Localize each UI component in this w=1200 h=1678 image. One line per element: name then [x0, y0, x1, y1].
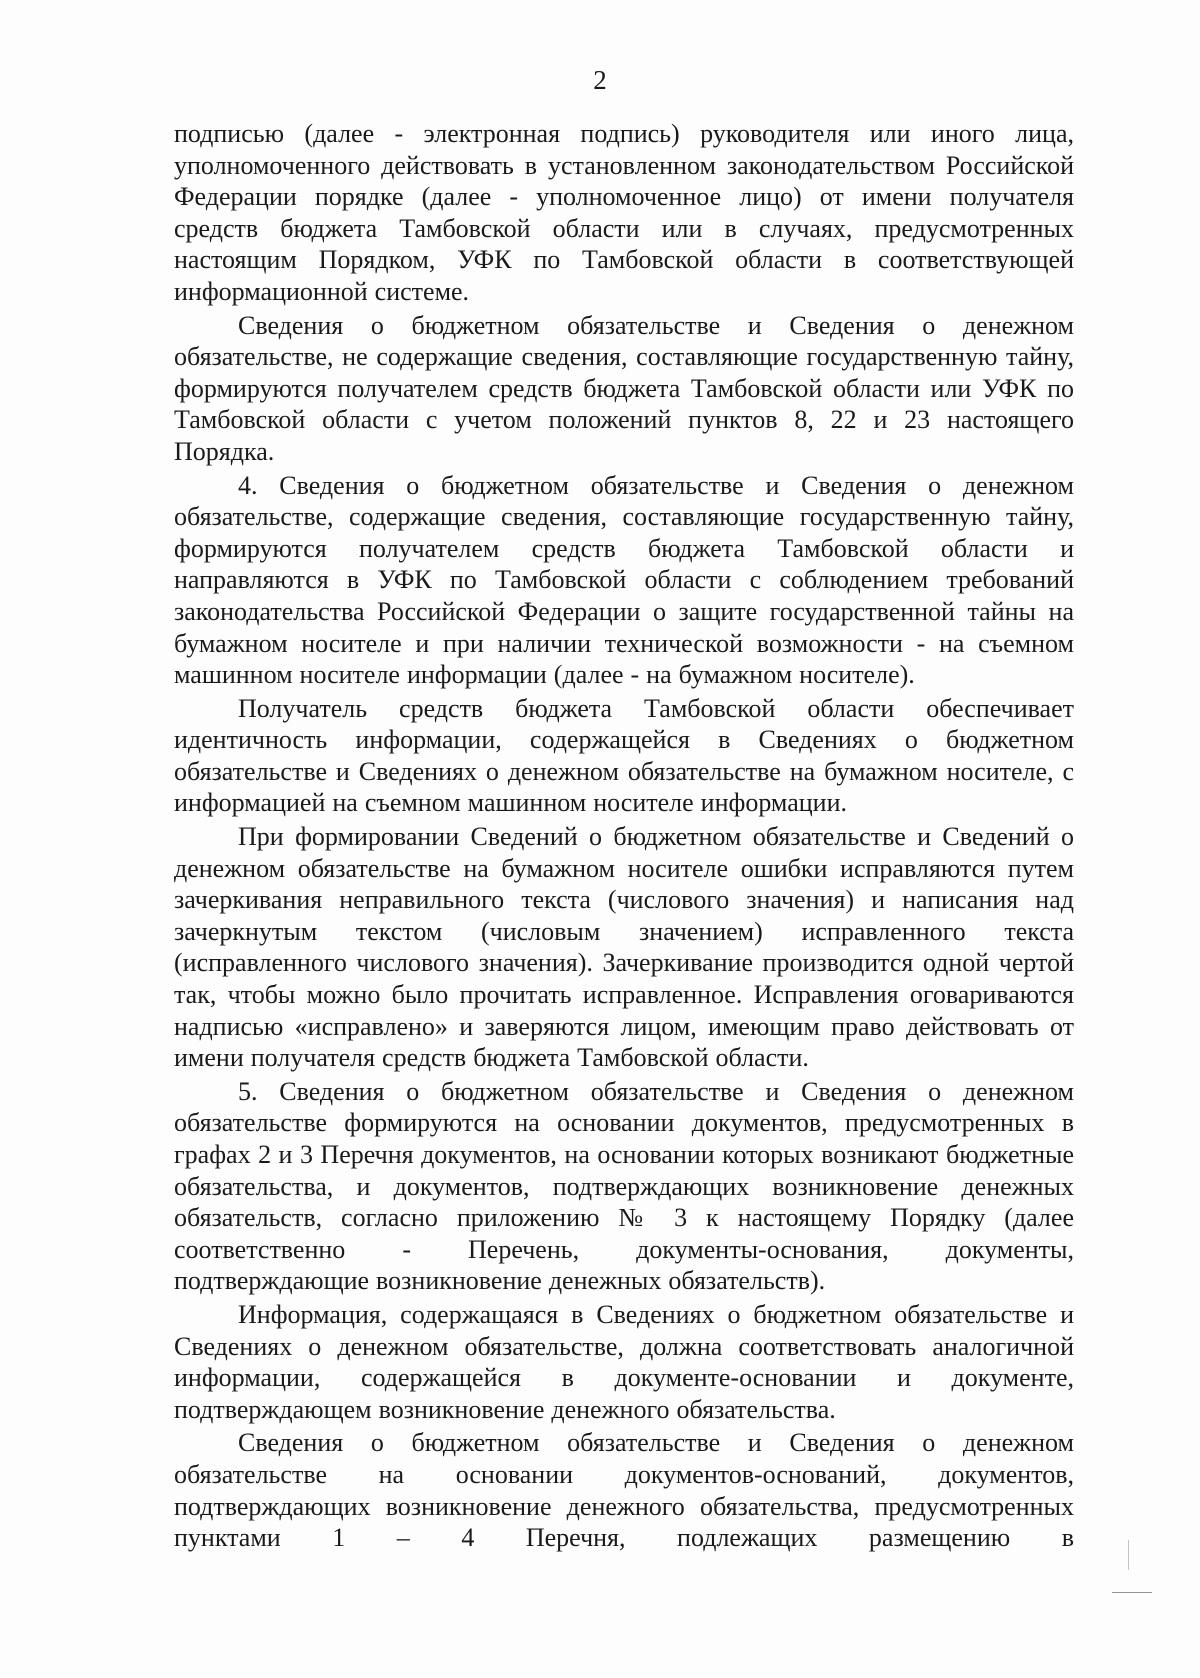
page-number: 2 — [593, 65, 607, 95]
paragraph-unclassified-info: Сведения о бюджетном обязательстве и Сведения о денежном обязательстве, не содержащие сведения, составляющие государственную тайну, формируются получателем средств бюджета Тамбовской области или УФК по Тамбовской области с учетом положений пунктов 8, 22 и 23 настоящего Порядка. — [174, 310, 1074, 466]
paragraph-continuation: подписью (далее - электронная подпись) руководителя или иного лица, уполномоченного действовать в установленном законодательством Российской Федерации порядке (далее - уполномоченное лицо) от имени получателя средств бюджета Тамбовской области или в случаях, предусмотренных настоящим Порядком, УФК по Тамбовской области в соответствующей информационной системе. — [174, 119, 1074, 306]
paragraph-corrections: При формировании Сведений о бюджетном обязательстве и Сведений о денежном обязательстве на бумажном носителе ошибки исправляются путем зачеркивания неправильного текста (числового значения) и написания над зачеркнутым текстом (числовым значением) исправленного текста (исправленного числового значения). Зачеркивание производится одной чертой так, чтобы можно было прочитать исправленное. Исправления оговариваются надписью «исправлено» и заверяются лицом, имеющим право действовать от имени получателя средств бюджета Тамбовской области. — [174, 822, 1074, 1073]
paragraph-partial-end: Сведения о бюджетном обязательстве и Сведения о денежном обязательстве на основании документов-оснований, документов, подтверждающих возникновение денежного обязательства, предусмотренных пунктами 1 – 4 Перечня, подлежащих размещению в — [174, 1428, 1074, 1553]
document-body — [174, 118, 1074, 1554]
paragraph-item-4: 4. Сведения о бюджетном обязательстве и Сведения о денежном обязательстве, содержащие сведения, составляющие государственную тайну, формируются получателем средств бюджета Тамбовской области и направляются в УФК по Тамбовской области с соблюдением требований законодательства Российской Федерации о защите государственной тайны на бумажном носителе и при наличии технической возможности - на съемном машинном носителе информации (далее - на бумажном носителе). — [174, 470, 1074, 690]
paragraph-information-match: Информация, содержащаяся в Сведениях о бюджетном обязательстве и Сведениях о денежном обязательстве, должна соответствовать аналогичной информации, содержащейся в документе-основании и документе, подтверждающем возникновение денежного обязательства. — [174, 1299, 1074, 1424]
paragraph-item-5: 5. Сведения о бюджетном обязательстве и Сведения о денежном обязательстве формируются на основании документов, предусмотренных в графах 2 и 3 Перечня документов, на основании которых возникают бюджетные обязательства, и документов, подтверждающих возникновение денежных обязательств, согласно приложению № 3 к настоящему Порядку (далее соответственно - Перечень, документы-основания, документы, подтверждающие возникновение денежных обязательств). — [174, 1076, 1074, 1296]
scan-artifact-edge — [1128, 1540, 1129, 1570]
scan-artifact-line — [1112, 1592, 1152, 1593]
paragraph-identity-info: Получатель средств бюджета Тамбовской области обеспечивает идентичность информации, содержащейся в Сведениях о бюджетном обязательстве и Сведениях о денежном обязательстве на бумажном носителе, с информацией на съемном машинном носителе информации. — [174, 693, 1074, 818]
